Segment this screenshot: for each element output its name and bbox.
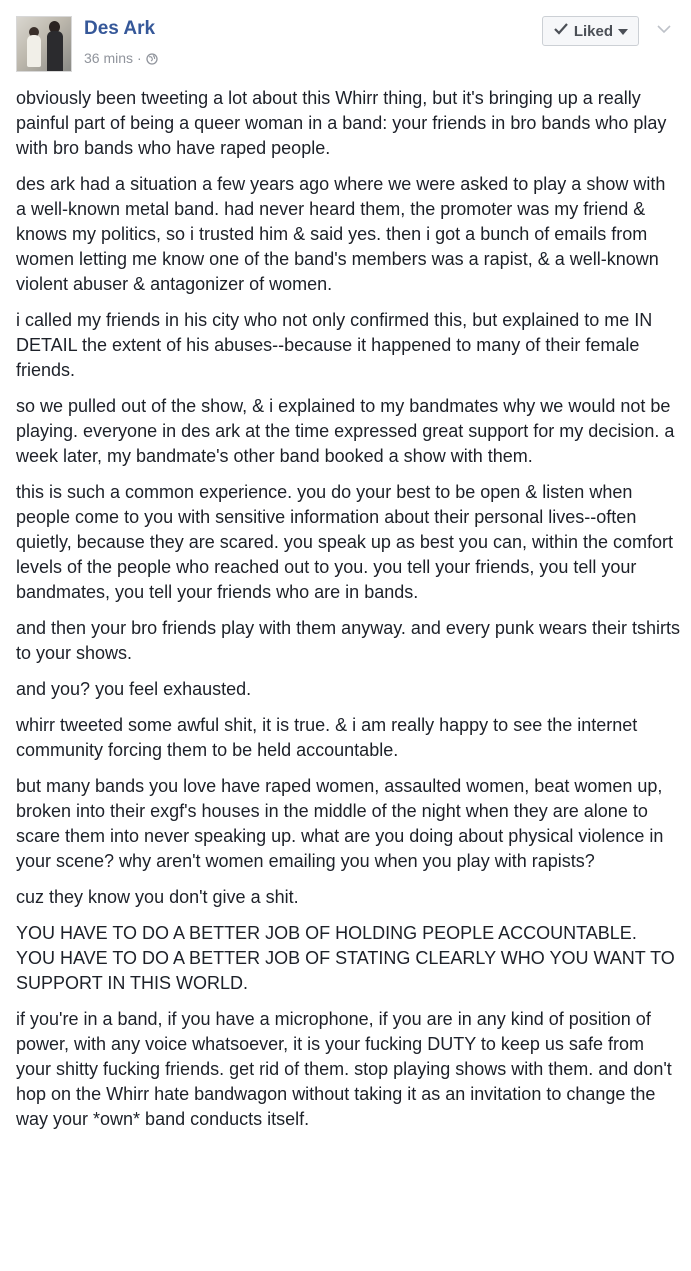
post-paragraph: and then your bro friends play with them anyway. and every punk wears their tshirts to your shows.	[16, 618, 680, 663]
author-name-link[interactable]: Des Ark	[84, 18, 156, 39]
post-paragraph: this is such a common experience. you do your best to be open & listen when people come to you with sensitive information about their personal lives--often quietly, because they are scared. you speak up as best you can, within the comfort levels of the people who reached out to you. you tell your friends, you tell your bandmates, you tell your friends who are in bands.	[16, 482, 674, 602]
check-icon	[553, 22, 569, 40]
globe-icon[interactable]	[146, 52, 158, 64]
post-paragraph: if you're in a band, if you have a microphone, if you are in any kind of position of power, with any voice whatsoever, it is your fucking DUTY to keep us safe from your shitty fucking friends. get rid of them. stop playing shows with them. and don't hop on the Whirr hate bandwagon without taking it as an invitation to change the way your *own* band conducts itself.	[16, 1009, 672, 1129]
post-paragraph: obviously been tweeting a lot about this Whirr thing, but it's bringing up a really painful part of being a queer woman in a band: your friends in bro bands who play with bro bands who have raped people.	[16, 88, 667, 158]
caret-down-icon	[618, 23, 628, 40]
post-paragraph: i called my friends in his city who not only confirmed this, but explained to me IN DETAIL the extent of his abuses--because it happened to many of their female friends.	[16, 310, 653, 380]
post-options-button[interactable]	[653, 20, 675, 42]
post-meta	[84, 50, 158, 66]
post-paragraph: YOU HAVE TO DO A BETTER JOB OF HOLDING PEOPLE ACCOUNTABLE. YOU HAVE TO DO A BETTER JOB OF STATING CLEARLY WHO YOU WANT TO SUPPORT IN THIS WORLD.	[16, 923, 675, 993]
post-paragraph: cuz they know you don't give a shit.	[16, 887, 299, 907]
post-paragraph: so we pulled out of the show, & i explained to my bandmates why we would not be playing. everyone in des ark at the time expressed great support for my decision. a week later, my bandmate's other band booked a show with them.	[16, 396, 675, 466]
post-paragraph: des ark had a situation a few years ago where we were asked to play a show with a well-known metal band. had never heard them, the promoter was my friend & knows my politics, so i trusted him & said yes. then i got a bunch of emails from women letting me know one of the band's members was a rapist, & a well-known violent abuser & antagonizer of women.	[16, 174, 666, 294]
post-timestamp[interactable]: 36 mins	[84, 50, 134, 66]
meta-separator: ·	[137, 50, 142, 66]
post-header	[16, 16, 679, 74]
liked-button[interactable]	[542, 16, 639, 46]
post-body	[16, 86, 680, 1143]
avatar[interactable]	[16, 16, 72, 72]
liked-label: Liked	[573, 22, 613, 40]
post-paragraph: whirr tweeted some awful shit, it is true. & i am really happy to see the internet community forcing them to be held accountable.	[16, 715, 638, 760]
post-paragraph: and you? you feel exhausted.	[16, 679, 252, 699]
chevron-down-icon	[656, 22, 672, 40]
avatar-person-body	[47, 31, 63, 71]
avatar-person-body	[27, 35, 41, 67]
post-paragraph: but many bands you love have raped women, assaulted women, beat women up, broken into their exgf's houses in the middle of the night when they are alone to scare them into never speaking up. what are you doing about physical violence in your scene? why aren't women emailing you when you play with rapists?	[16, 776, 664, 871]
